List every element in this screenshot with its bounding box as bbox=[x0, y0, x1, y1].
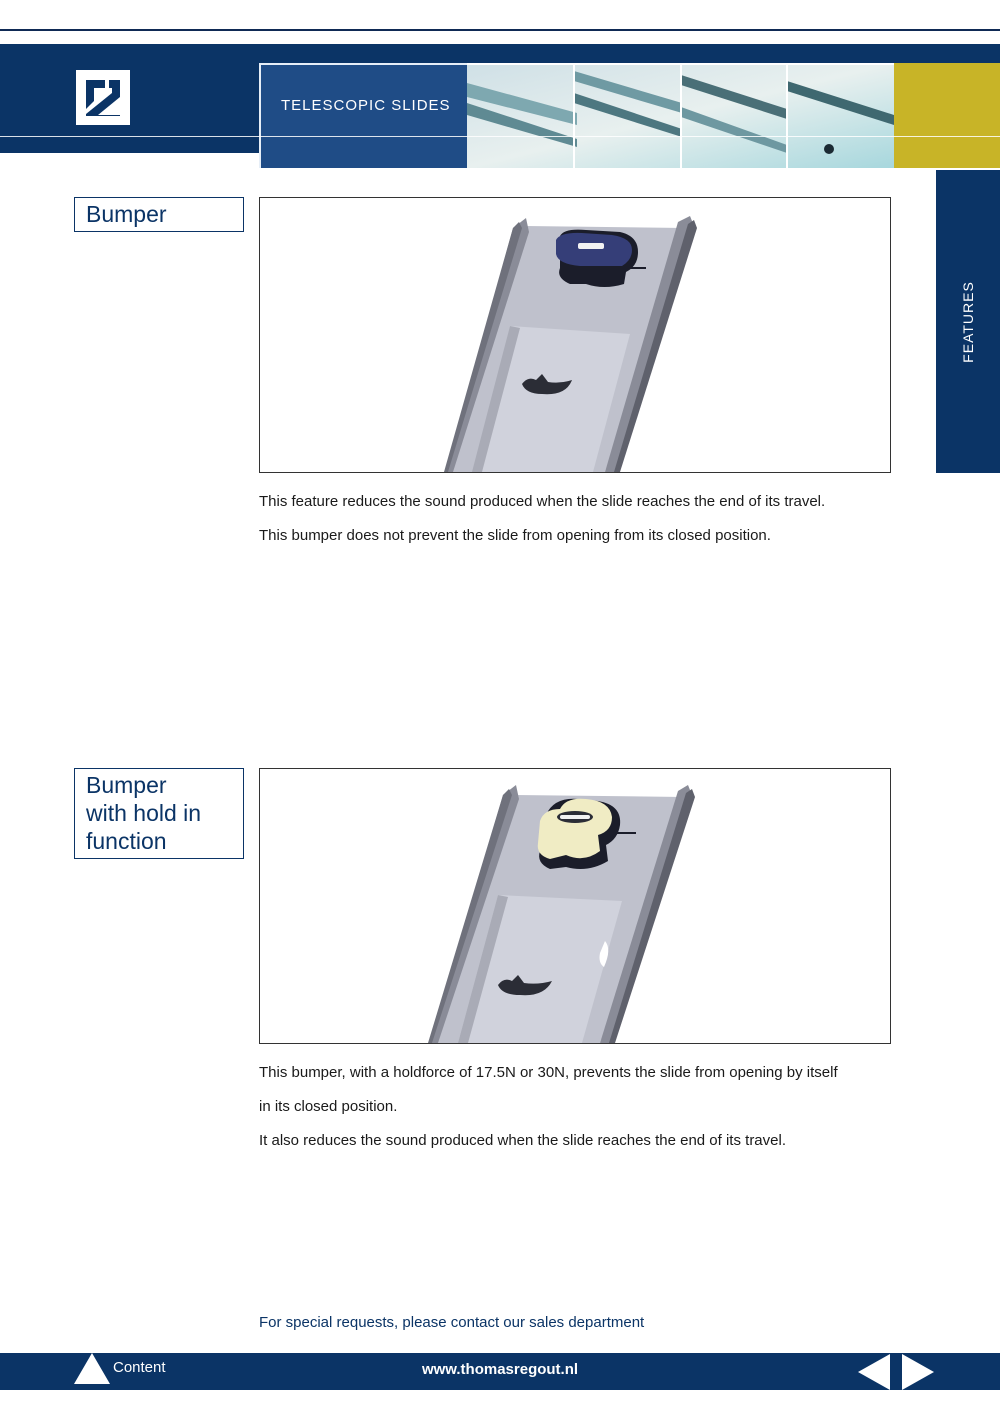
bumper-hold-illustration bbox=[260, 769, 890, 1043]
paragraph: This feature reduces the sound produced when the slide reaches the end of its travel. bbox=[259, 493, 826, 510]
side-tab-label: FEATURES bbox=[960, 281, 976, 363]
paragraph: It also reduces the sound produced when the slide reaches the end of its travel. bbox=[259, 1132, 786, 1149]
side-tab-features[interactable] bbox=[936, 170, 1000, 473]
figure-bumper-hold bbox=[259, 768, 891, 1044]
content-link[interactable]: Content bbox=[113, 1359, 166, 1376]
top-rule bbox=[0, 29, 1000, 31]
section-label-bumper-hold: Bumper with hold in function bbox=[74, 768, 244, 859]
header-photo-strip bbox=[467, 63, 894, 168]
section-text-bumper bbox=[259, 485, 899, 553]
paragraph: This bumper, with a holdforce of 17.5N or 30N, prevents the slide from opening by itself bbox=[259, 1064, 838, 1081]
contact-sales-link[interactable]: For special requests, please contact our sales department bbox=[259, 1314, 645, 1331]
header-gold-block bbox=[894, 63, 1000, 168]
website-url[interactable]: www.thomasregout.nl bbox=[421, 1361, 579, 1378]
prev-page-icon[interactable] bbox=[858, 1354, 892, 1390]
next-page-icon[interactable] bbox=[900, 1354, 934, 1390]
footer-bar bbox=[0, 1353, 1000, 1390]
paragraph: This bumper does not prevent the slide from opening from its closed position. bbox=[259, 527, 771, 544]
bumper-illustration bbox=[260, 198, 890, 472]
header-title-block bbox=[259, 63, 467, 168]
paragraph: in its closed position. bbox=[259, 1098, 398, 1115]
section-label-bumper: Bumper bbox=[74, 197, 244, 232]
header-divider-line bbox=[0, 136, 1000, 137]
section-text-bumper-hold bbox=[259, 1056, 899, 1158]
figure-bumper bbox=[259, 197, 891, 473]
header-title: TELESCOPIC SLIDES bbox=[281, 97, 451, 114]
logo-icon bbox=[76, 70, 130, 125]
